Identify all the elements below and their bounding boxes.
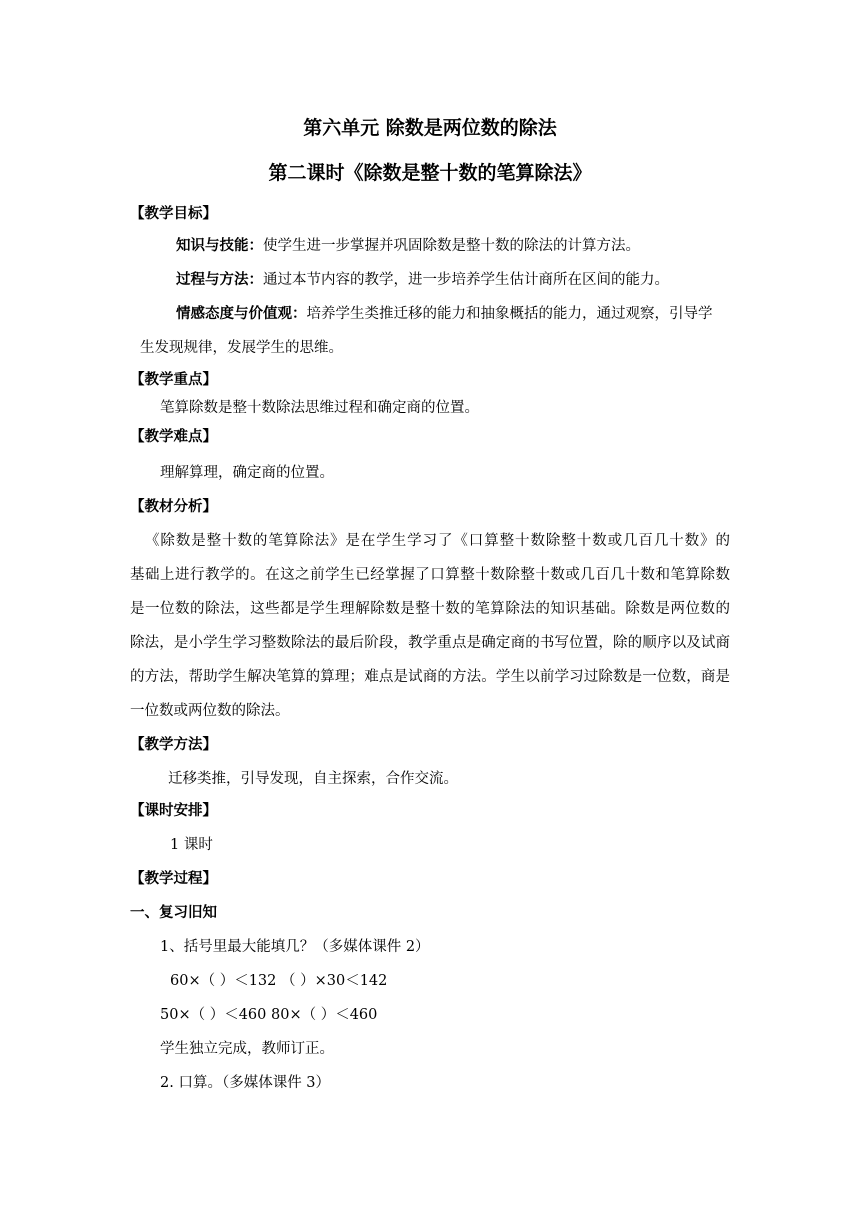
goal-knowledge [176,236,640,256]
review-item1-note: 学生独立完成，教师订正。 [160,1041,334,1057]
goal-process [176,270,669,290]
goal-knowledge-label: 知识与技能： [176,238,263,254]
analysis-heading: 【教材分析】 [130,499,217,515]
analysis-line: 《除数是整十数的笔算除法》是在学生学习了《口算整十数除整十数或几百几十数》的 [145,533,730,549]
review-equation-line: 60×（ ）＜132 （ ）×30＜142 [170,973,388,989]
schedule-heading: 【课时安排】 [130,803,217,819]
key-heading: 【教学重点】 [130,372,217,388]
difficulty-text: 理解算理，确定商的位置。 [160,465,334,481]
analysis-line: 是一位数的除法，这些都是学生理解除数是整十数的笔算除法的知识基础。除数是两位数的 [130,601,730,617]
method-text: 迁移类推，引导发现，自主探索，合作交流。 [168,771,458,787]
document-subtitle: 第二课时《除数是整十数的笔算除法》 [268,162,592,184]
difficulty-heading: 【教学难点】 [130,429,217,445]
schedule-text: 1 课时 [170,837,213,853]
review-heading: 一、复习旧知 [130,905,217,921]
goals-heading: 【教学目标】 [130,206,217,222]
process-heading: 【教学过程】 [130,871,217,887]
goal-process-label: 过程与方法： [176,272,263,288]
key-text: 笔算除数是整十数除法思维过程和确定商的位置。 [160,400,479,416]
analysis-line: 基础上进行教学的。在这之前学生已经掌握了口算整十数除整十数或几百几十数和笔算除数 [130,567,730,583]
goal-knowledge-text: 使学生进一步掌握并巩固除数是整十数的除法的计算方法。 [263,238,640,254]
goal-emotion [176,304,713,324]
review-item2: 2. 口算。（多媒体课件 3） [160,1075,331,1091]
goal-process-text: 通过本节内容的教学，进一步培养学生估计商所在区间的能力。 [263,272,669,288]
goal-emotion-text-line2: 生发现规律，发展学生的思维。 [140,340,343,356]
analysis-line: 一位数或两位数的除法。 [130,703,290,719]
analysis-line: 的方法，帮助学生解决笔算的算理；难点是试商的方法。学生以前学习过除数是一位数，商是 [130,669,730,685]
review-item1: 1、括号里最大能填几？（多媒体课件 2） [160,939,430,955]
review-equation-line: 50×（ ）＜460 80×（ ）＜460 [160,1007,378,1023]
analysis-line: 除法，是小学生学习整数除法的最后阶段，教学重点是确定商的书写位置，除的顺序以及试商 [130,635,730,651]
method-heading: 【教学方法】 [130,737,217,753]
goal-emotion-text-line1: 培养学生类推迁移的能力和抽象概括的能力，通过观察，引导学 [306,306,713,322]
goal-emotion-label: 情感态度与价值观： [176,306,307,322]
document-title: 第六单元 除数是两位数的除法 [303,117,557,139]
